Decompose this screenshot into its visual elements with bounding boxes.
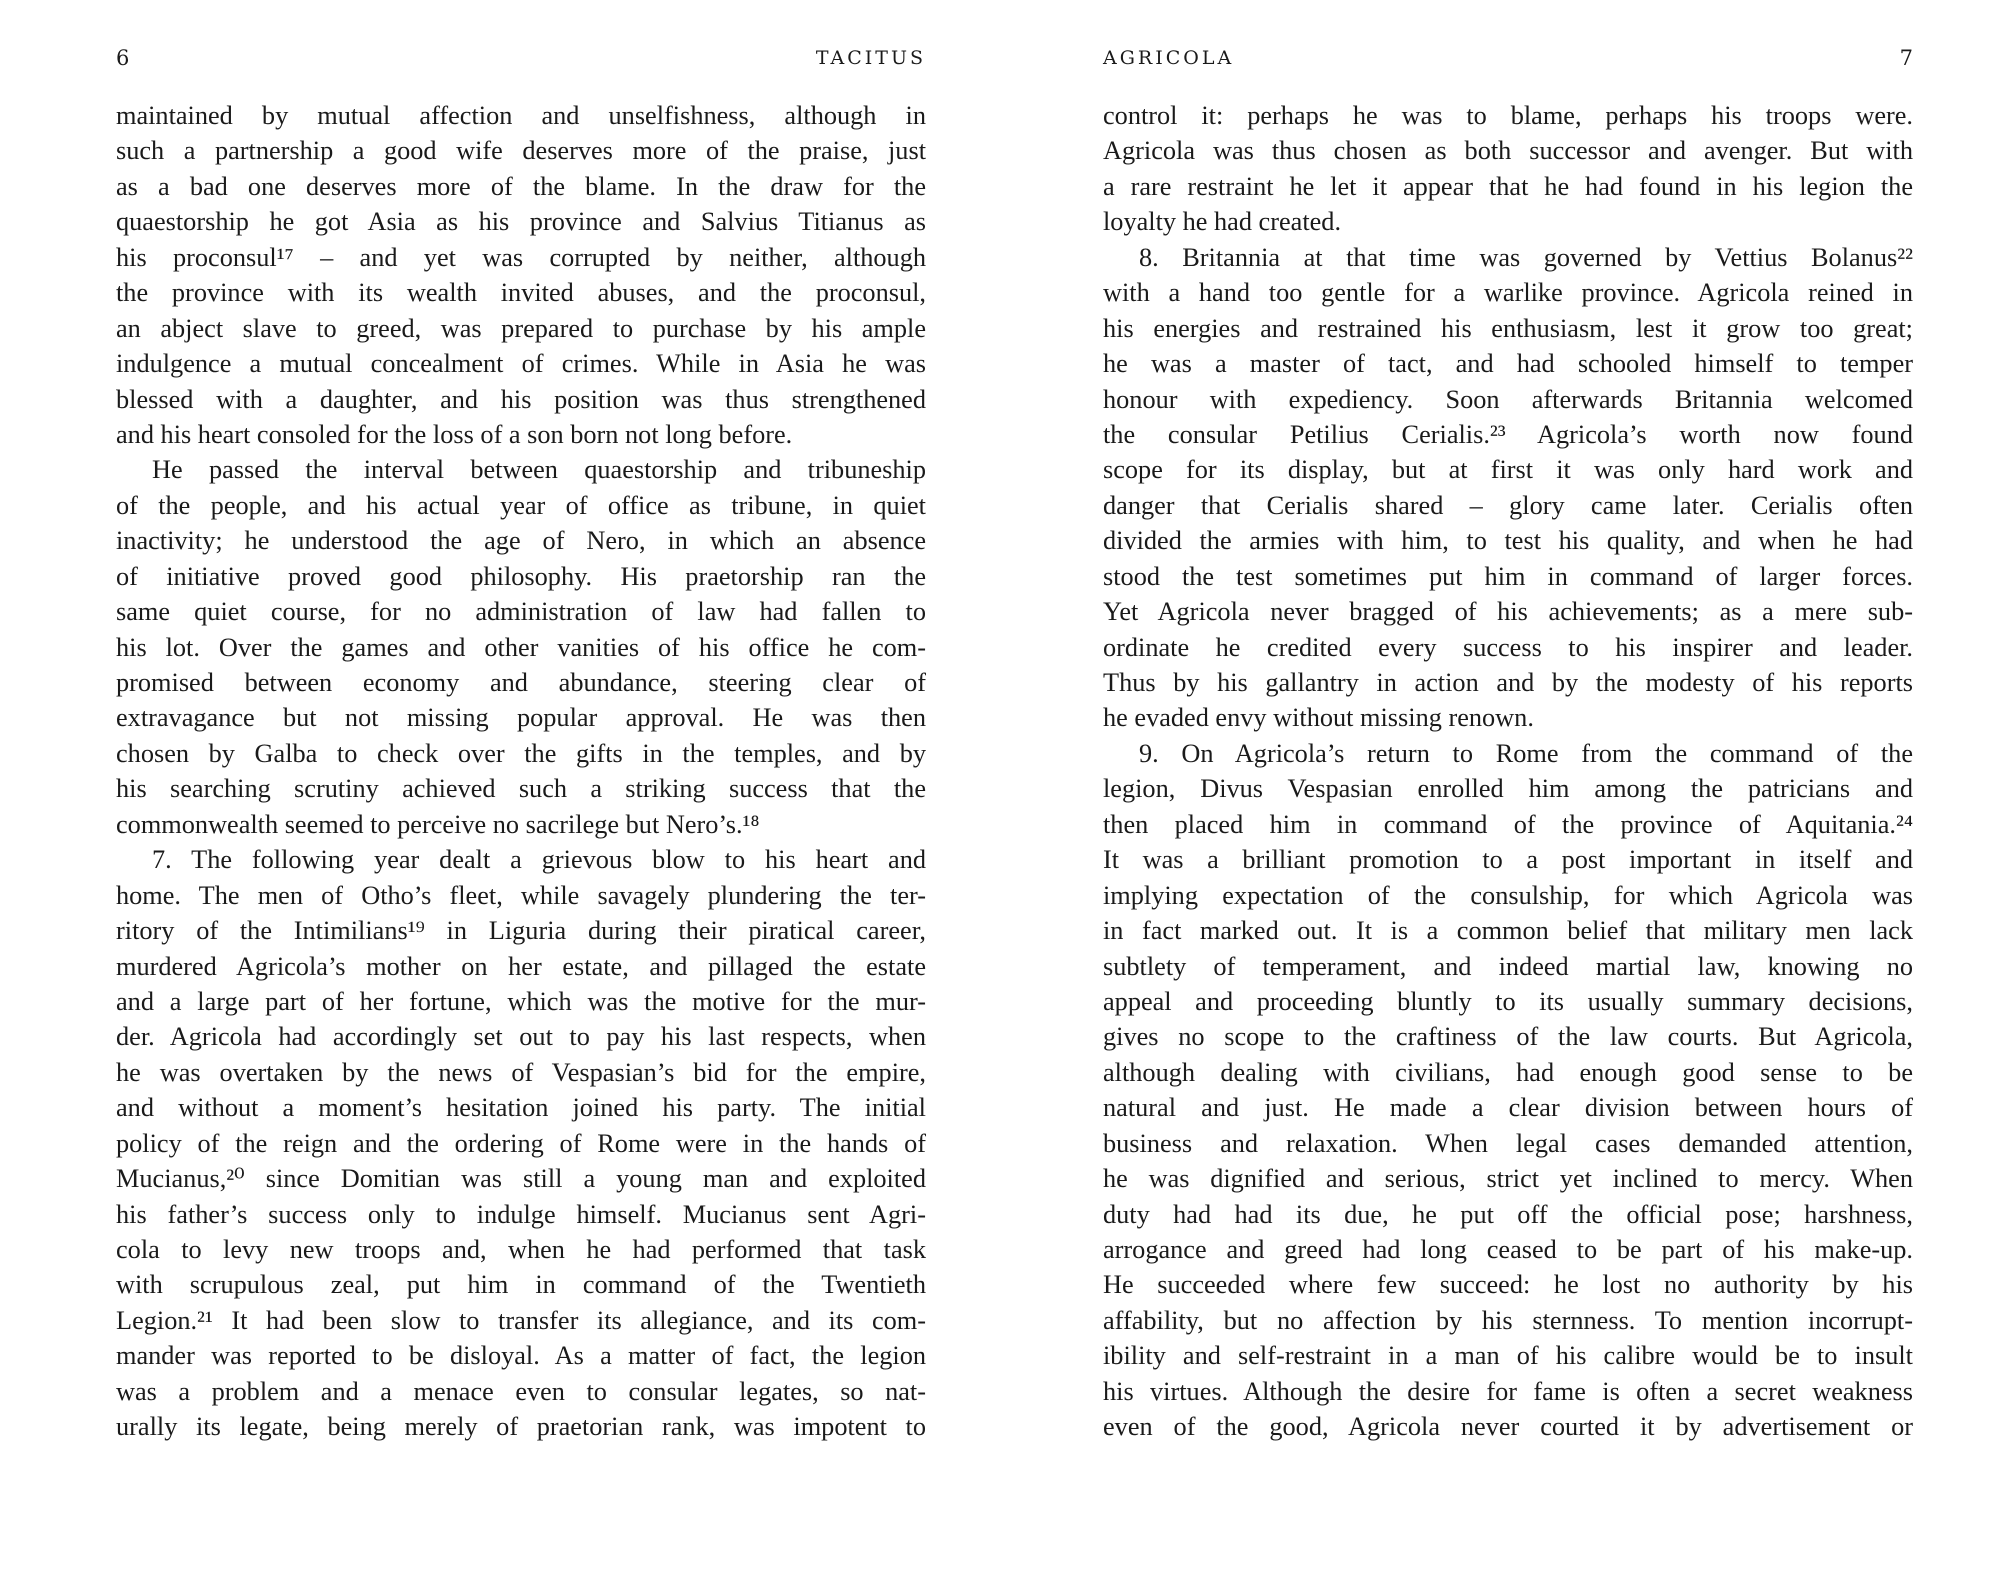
text-line: blessed with a daughter, and his position was thus strengthened [116, 384, 926, 414]
text-line: and his heart consoled for the loss of a son born not long before. [116, 419, 793, 449]
text-line: promised between economy and abundance, steering clear of [116, 668, 926, 697]
text-line: the province with its wealth invited abuses, and the proconsul, [116, 278, 926, 308]
text-line: a rare restraint he let it appear that he had found in his legion the [1103, 171, 1913, 201]
left-page [116, 0, 926, 1572]
text-line: implying expectation of the consulship, for which Agricola was [1103, 880, 1913, 910]
running-head: AGRICOLA [1103, 47, 1235, 69]
text-line: He passed the interval between quaestorship and tribuneship [152, 455, 926, 485]
text-line: scope for its display, but at first it was only hard work and [1103, 455, 1913, 485]
text-line: he was dignified and serious, strict yet inclined to mercy. When [1103, 1164, 1913, 1194]
text-line: as a bad one deserves more of the blame. In the draw for the [116, 171, 926, 201]
text-line: chosen by Galba to check over the gifts in the temples, and by [116, 738, 926, 768]
text-line: murdered Agricola’s mother on her estate, and pillaged the estate [116, 951, 926, 981]
text-line: extravagance but not missing popular approval. He was then [116, 703, 926, 733]
text-line: der. Agricola had accordingly set out to pay his last respects, when [116, 1022, 926, 1052]
text-line: Mucianus,²⁰ since Domitian was still a young man and exploited [116, 1164, 926, 1194]
text-line: his proconsul¹⁷ – and yet was corrupted by neither, although [116, 242, 926, 272]
text-line: duty had had its due, he put off the official pose; harshness, [1103, 1199, 1913, 1229]
text-line: cola to levy new troops and, when he had performed that task [116, 1235, 926, 1264]
text-line: he was overtaken by the news of Vespasian’s bid for the empire, [116, 1057, 926, 1087]
text-line: legion, Divus Vespasian enrolled him among the patricians and [1103, 774, 1913, 804]
text-line: policy of the reign and the ordering of Rome were in the hands of [116, 1128, 926, 1158]
text-line: affability, but no affection by his sternness. To mention incorrupt- [1103, 1305, 1913, 1335]
text-line: natural and just. He made a clear division between hours of [1103, 1093, 1913, 1123]
text-line: in fact marked out. It is a common belief that military men lack [1103, 916, 1913, 946]
text-line: he was a master of tact, and had schooled himself to temper [1103, 349, 1913, 379]
text-line: danger that Cerialis shared – glory came later. Cerialis often [1103, 490, 1913, 520]
text-line: Legion.²¹ It had been slow to transfer its allegiance, and its com- [116, 1305, 926, 1335]
running-head: TACITUS [815, 47, 926, 69]
text-line: ordinate he credited every success to his inspirer and leader. [1103, 632, 1913, 662]
text-line: ibility and self-restraint in a man of his calibre would be to insult [1103, 1341, 1913, 1371]
text-line: he evaded envy without missing renown. [1103, 703, 1534, 733]
text-line: of the people, and his actual year of office as tribune, in quiet [116, 490, 926, 520]
page-number: 6 [116, 46, 130, 70]
text-line: even of the good, Agricola never courted it by advertisement or [1103, 1412, 1913, 1442]
text-line: the consular Petilius Cerialis.²³ Agricola’s worth now found [1103, 419, 1913, 449]
text-line: with a hand too gentle for a warlike province. Agricola reined in [1103, 278, 1913, 308]
text-line: Agricola was thus chosen as both successor and avenger. But with [1103, 136, 1913, 166]
text-line: 9. On Agricola’s return to Rome from the command of the [1139, 738, 1913, 768]
text-line: urally its legate, being merely of praetorian rank, was impotent to [116, 1412, 926, 1442]
text-line: appeal and proceeding bluntly to its usually summary decisions, [1103, 986, 1913, 1016]
text-line: commonwealth seemed to perceive no sacrilege but Nero’s.¹⁸ [116, 809, 760, 839]
text-line: such a partnership a good wife deserves more of the praise, just [116, 136, 926, 166]
text-line: arrogance and greed had long ceased to be part of his make-up. [1103, 1235, 1913, 1264]
text-line: subtlety of temperament, and indeed martial law, knowing no [1103, 951, 1913, 981]
text-line: It was a brilliant promotion to a post important in itself and [1103, 845, 1913, 875]
text-line: inactivity; he understood the age of Nero, in which an absence [116, 526, 926, 556]
text-line: stood the test sometimes put him in command of larger forces. [1103, 561, 1913, 591]
text-line: indulgence a mutual concealment of crimes. While in Asia he was [116, 349, 926, 379]
right-page [1103, 0, 1913, 1572]
text-line: control it: perhaps he was to blame, perhaps his troops were. [1103, 101, 1913, 130]
text-line: maintained by mutual affection and unselfishness, although in [116, 101, 926, 130]
text-line: quaestorship he got Asia as his province and Salvius Titianus as [116, 207, 926, 237]
text-line: of initiative proved good philosophy. His praetorship ran the [116, 561, 926, 591]
text-line: business and relaxation. When legal cases demanded attention, [1103, 1128, 1913, 1158]
text-line: loyalty he had created. [1103, 207, 1342, 237]
text-line: 8. Britannia at that time was governed by Vettius Bolanus²² [1139, 242, 1913, 272]
text-line: although dealing with civilians, had enough good sense to be [1103, 1057, 1913, 1087]
text-line: Yet Agricola never bragged of his achievements; as a mere sub- [1103, 597, 1913, 627]
text-line: and without a moment’s hesitation joined his party. The initial [116, 1093, 926, 1123]
text-line: ritory of the Intimilians¹⁹ in Liguria during their piratical career, [116, 916, 926, 946]
text-line: honour with expediency. Soon afterwards Britannia welcomed [1103, 384, 1913, 414]
text-line: gives no scope to the craftiness of the law courts. But Agricola, [1103, 1022, 1913, 1052]
text-line: his lot. Over the games and other vanities of his office he com- [116, 632, 926, 662]
text-line: He succeeded where few succeed: he lost no authority by his [1103, 1270, 1913, 1300]
text-line: 7. The following year dealt a grievous blow to his heart and [152, 845, 926, 875]
text-line: his virtues. Although the desire for fame is often a secret weakness [1103, 1376, 1913, 1406]
text-line: then placed him in command of the province of Aquitania.²⁴ [1103, 809, 1913, 839]
page-number: 7 [1899, 46, 1913, 70]
text-line: same quiet course, for no administration of law had fallen to [116, 597, 926, 627]
text-line: his energies and restrained his enthusiasm, lest it grow too great; [1103, 313, 1913, 343]
text-line: his searching scrutiny achieved such a striking success that the [116, 774, 926, 804]
text-line: mander was reported to be disloyal. As a matter of fact, the legion [116, 1341, 926, 1371]
text-line: and a large part of her fortune, which was the motive for the mur- [116, 986, 926, 1016]
text-line: divided the armies with him, to test his quality, and when he had [1103, 526, 1913, 556]
text-line: Thus by his gallantry in action and by the modesty of his reports [1103, 668, 1913, 697]
text-line: home. The men of Otho’s fleet, while savagely plundering the ter- [116, 880, 926, 910]
text-line: was a problem and a menace even to consular legates, so nat- [116, 1376, 926, 1406]
text-line: with scrupulous zeal, put him in command of the Twentieth [116, 1270, 926, 1300]
text-line: his father’s success only to indulge himself. Mucianus sent Agri- [116, 1199, 926, 1229]
left-page-text [116, 98, 926, 1445]
text-line: an abject slave to greed, was prepared to purchase by his ample [116, 313, 926, 343]
right-page-text [1103, 98, 1913, 1445]
